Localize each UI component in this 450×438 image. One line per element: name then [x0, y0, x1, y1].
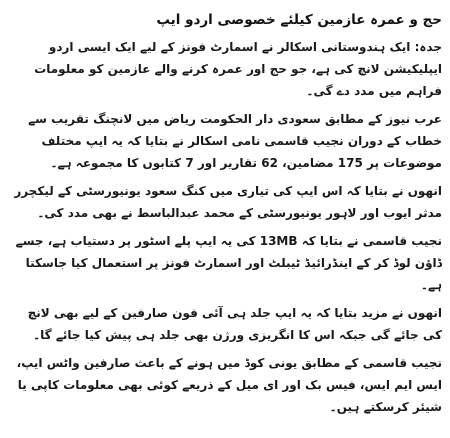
article-headline: حج و عمرہ عازمین کیلئے خصوصی اردو ایپ [156, 12, 442, 28]
article-paragraph-6: نجیب قاسمی کے مطابق یونی کوڈ میں ہونے کے باعث صارفین واٹس ایپ، ایس ایم ایس، فیس بک اور ای میل کے ذریعے کوئی بھی معلومات کاپی یا شیئر کرسکتے ہیں۔ [16, 356, 442, 414]
article-paragraph-1: جدہ: ایک ہندوستانی اسکالر نے اسمارٹ فونز کے لیے ایک ایسی اردو ایپلیکیشن لانچ کی ہے، جو حج اور عمرہ کرنے والے عازمین کو معلومات فراہم میں مدد دے گی۔ [34, 40, 442, 98]
article-paragraph-3: انھوں نے بتایا کہ اس ایپ کی تیاری میں کنگ سعود یونیورسٹی کے لیکچرر مدثر ایوب اور لاہور یونیورسٹی کے محمد عبدالباسط نے بھی مدد کی۔ [14, 184, 442, 220]
article-paragraph-2: عرب نیوز کے مطابق سعودی دار الحکومت ریاض میں لانچنگ تقریب سے خطاب کے دوران نجیب قاسمی نامی اسکالر نے بتایا کہ یہ ایپ مختلف موضوعات پر 175 مضامین، 62 تقاریر اور 7 کتابوں کا مجموعہ ہے۔ [28, 112, 442, 170]
article-paragraph-5: انھوں نے مزید بتایا کہ یہ ایپ جلد ہی آئی فون صارفین کے لیے بھی لانچ کی جائے گی جبکہ اس کا انگریزی ورژن بھی جلد ہی پیش کیا جائے گا۔ [27, 306, 442, 342]
article-paragraph-4: نجیب قاسمی نے بتایا کہ 13MB کی یہ ایپ پلے اسٹور پر دستیاب ہے، جسے ڈاؤن لوڈ کر کے اینڈرائیڈ ٹیبلٹ اور اسمارٹ فونز پر استعمال کیا جاسکتا ہے۔ [15, 234, 442, 292]
